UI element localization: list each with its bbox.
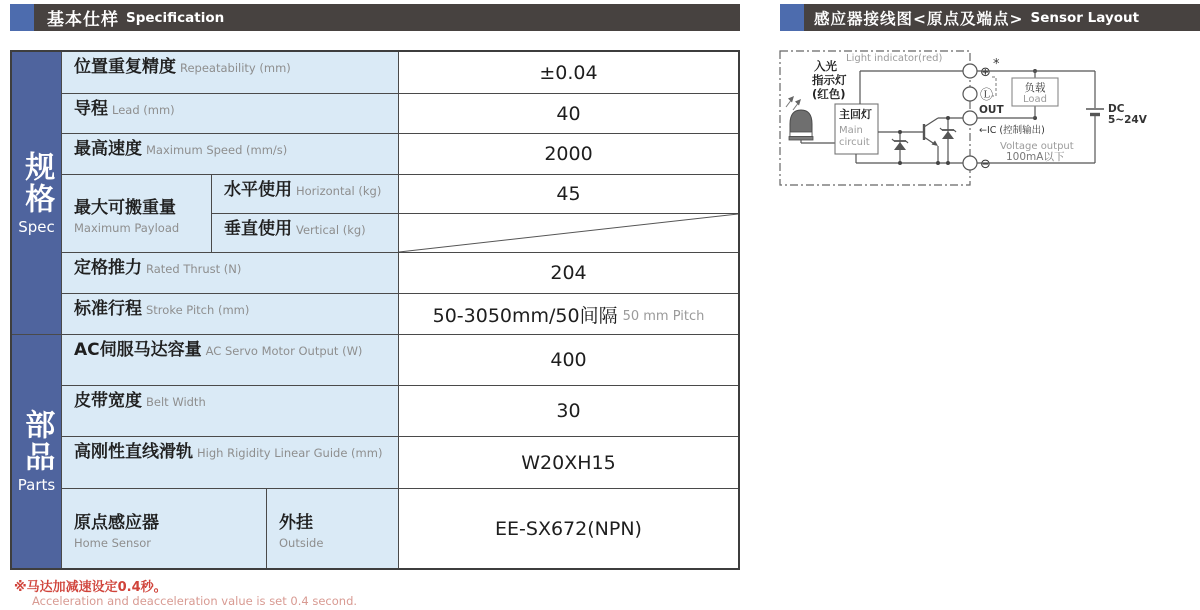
header-accent-square [780, 4, 804, 31]
dc-label: DC [1108, 103, 1125, 115]
zener-diode-2 [940, 118, 956, 163]
led-label-line1: 入光 [814, 59, 837, 73]
main-circuit-zh: 主回灯 [839, 108, 872, 121]
label-zh: 垂直使用 [224, 219, 292, 239]
stroke-value-en: 50 mm Pitch [622, 308, 705, 324]
terminal-out-label: OUT [979, 104, 1004, 116]
dc-voltage-label: 5~24V [1108, 114, 1147, 126]
label-en: Repeatability (mm) [180, 61, 291, 75]
row-value-stroke-pitch [399, 294, 738, 335]
light-indicator-label: Light indicator(red) [846, 53, 943, 64]
terminal-minus-label: ⊖ [980, 157, 991, 172]
label-zh: 皮带宽度 [74, 391, 142, 411]
label-zh: 位置重复精度 [74, 57, 176, 77]
load-label-en: Load [1023, 94, 1047, 105]
spec-section-header [10, 4, 740, 31]
group-header-parts [12, 335, 62, 568]
label-en: High Rigidity Linear Guide (mm) [197, 446, 383, 460]
group-parts-en: Parts [17, 476, 56, 494]
spec-header-title-zh: 基本仕样 [47, 10, 119, 30]
zener-diode-1 [892, 132, 908, 163]
label-zh: AC伺服马达容量 [74, 340, 202, 360]
ic-output-label: ←IC (控制输出) [979, 125, 1045, 136]
label-en: Belt Width [146, 395, 206, 409]
label-en: Vertical (kg) [296, 223, 366, 237]
wiring-diagram-svg [778, 46, 1200, 196]
led-indicator-icon [789, 110, 813, 140]
row-value-linear-guide: W20XH15 [399, 437, 738, 489]
stroke-value-main: 50-3050mm/50间隔 [432, 304, 618, 327]
row-value-max-speed: 2000 [399, 134, 738, 175]
label-zh: 高刚性直线滑轨 [74, 442, 193, 462]
row-label-lead [62, 94, 399, 134]
row-value-repeatability: ±0.04 [399, 52, 738, 94]
label-zh: 标准行程 [74, 299, 142, 319]
na-diagonal-line [399, 214, 738, 252]
footnote-en: Acceleration and deacceleration value is set 0.4 second. [32, 594, 358, 608]
label-zh: 外挂 [279, 512, 313, 533]
label-en: AC Servo Motor Output (W) [205, 344, 363, 358]
row-value-lead: 40 [399, 94, 738, 134]
load-label-zh: 负载 [1024, 82, 1046, 94]
led-label-line3: (红色) [812, 87, 846, 101]
row-label-servo-output [62, 335, 399, 386]
sensor-wiring-diagram [778, 46, 1200, 196]
main-circuit-en-1: Main [839, 125, 863, 136]
row-label-repeatability [62, 52, 399, 94]
row-label-max-payload [62, 175, 212, 253]
terminal-l-label: Ⓛ [980, 88, 994, 103]
row-value-home-sensor: EE-SX672(NPN) [399, 489, 738, 568]
label-en: Horizontal (kg) [296, 184, 382, 198]
label-en: Maximum Payload [74, 220, 180, 235]
row-value-belt-width: 30 [399, 386, 738, 437]
led-label-line2: 指示灯 [812, 73, 847, 87]
label-en: Lead (mm) [112, 103, 175, 117]
footnote-zh: ※马达加减速设定0.4秒。 [14, 580, 167, 595]
current-limit-label: 100mA以下 [1006, 151, 1065, 163]
light-input-arrows [786, 96, 801, 110]
spec-header-title-en: Specification [126, 9, 225, 26]
row-value-rated-thrust: 204 [399, 253, 738, 294]
row-value-horizontal: 45 [399, 175, 738, 214]
terminal-plus-label: ⊕ [980, 65, 991, 80]
sensor-header-title-zh: 感应器接线图<原点及端点> [814, 9, 1024, 28]
label-zh: 原点感应器 [74, 512, 159, 533]
terminal-star: * [993, 57, 1000, 72]
voltage-output-label: Voltage output [1000, 141, 1074, 152]
row-value-vertical-na [399, 214, 738, 253]
sensor-section-header [780, 4, 1200, 31]
row-label-linear-guide [62, 437, 399, 489]
group-parts-zh: 部品 [19, 409, 55, 473]
label-zh: 最大可搬重量 [74, 197, 176, 218]
group-header-spec [12, 52, 62, 335]
row-label-max-speed [62, 134, 399, 175]
label-en: Outside [279, 535, 324, 550]
row-label-vertical [212, 214, 399, 253]
row-label-stroke-pitch [62, 294, 399, 335]
label-zh: 定格推力 [74, 258, 142, 278]
row-label-horizontal [212, 175, 399, 214]
sensor-header-title-en: Sensor Layout [1030, 9, 1140, 26]
specification-table [10, 50, 740, 570]
header-accent-square [10, 4, 34, 31]
main-circuit-en-2: circuit [839, 137, 870, 148]
group-spec-en: Spec [18, 217, 55, 236]
row-label-belt-width [62, 386, 399, 437]
transistor-symbol [924, 118, 938, 163]
row-label-rated-thrust [62, 253, 399, 294]
label-zh: 最高速度 [74, 139, 142, 159]
label-en: Maximum Speed (mm/s) [146, 143, 288, 157]
row-value-servo-output: 400 [399, 335, 738, 386]
row-label-home-sensor [62, 489, 267, 568]
label-en: Home Sensor [74, 535, 152, 550]
label-en: Rated Thrust (N) [146, 262, 242, 276]
group-spec-zh: 规格 [19, 150, 55, 215]
battery-symbol [1086, 109, 1104, 115]
label-en: Stroke Pitch (mm) [146, 303, 250, 317]
label-zh: 水平使用 [224, 180, 292, 200]
label-zh: 导程 [74, 99, 108, 119]
row-label-outside [267, 489, 399, 568]
